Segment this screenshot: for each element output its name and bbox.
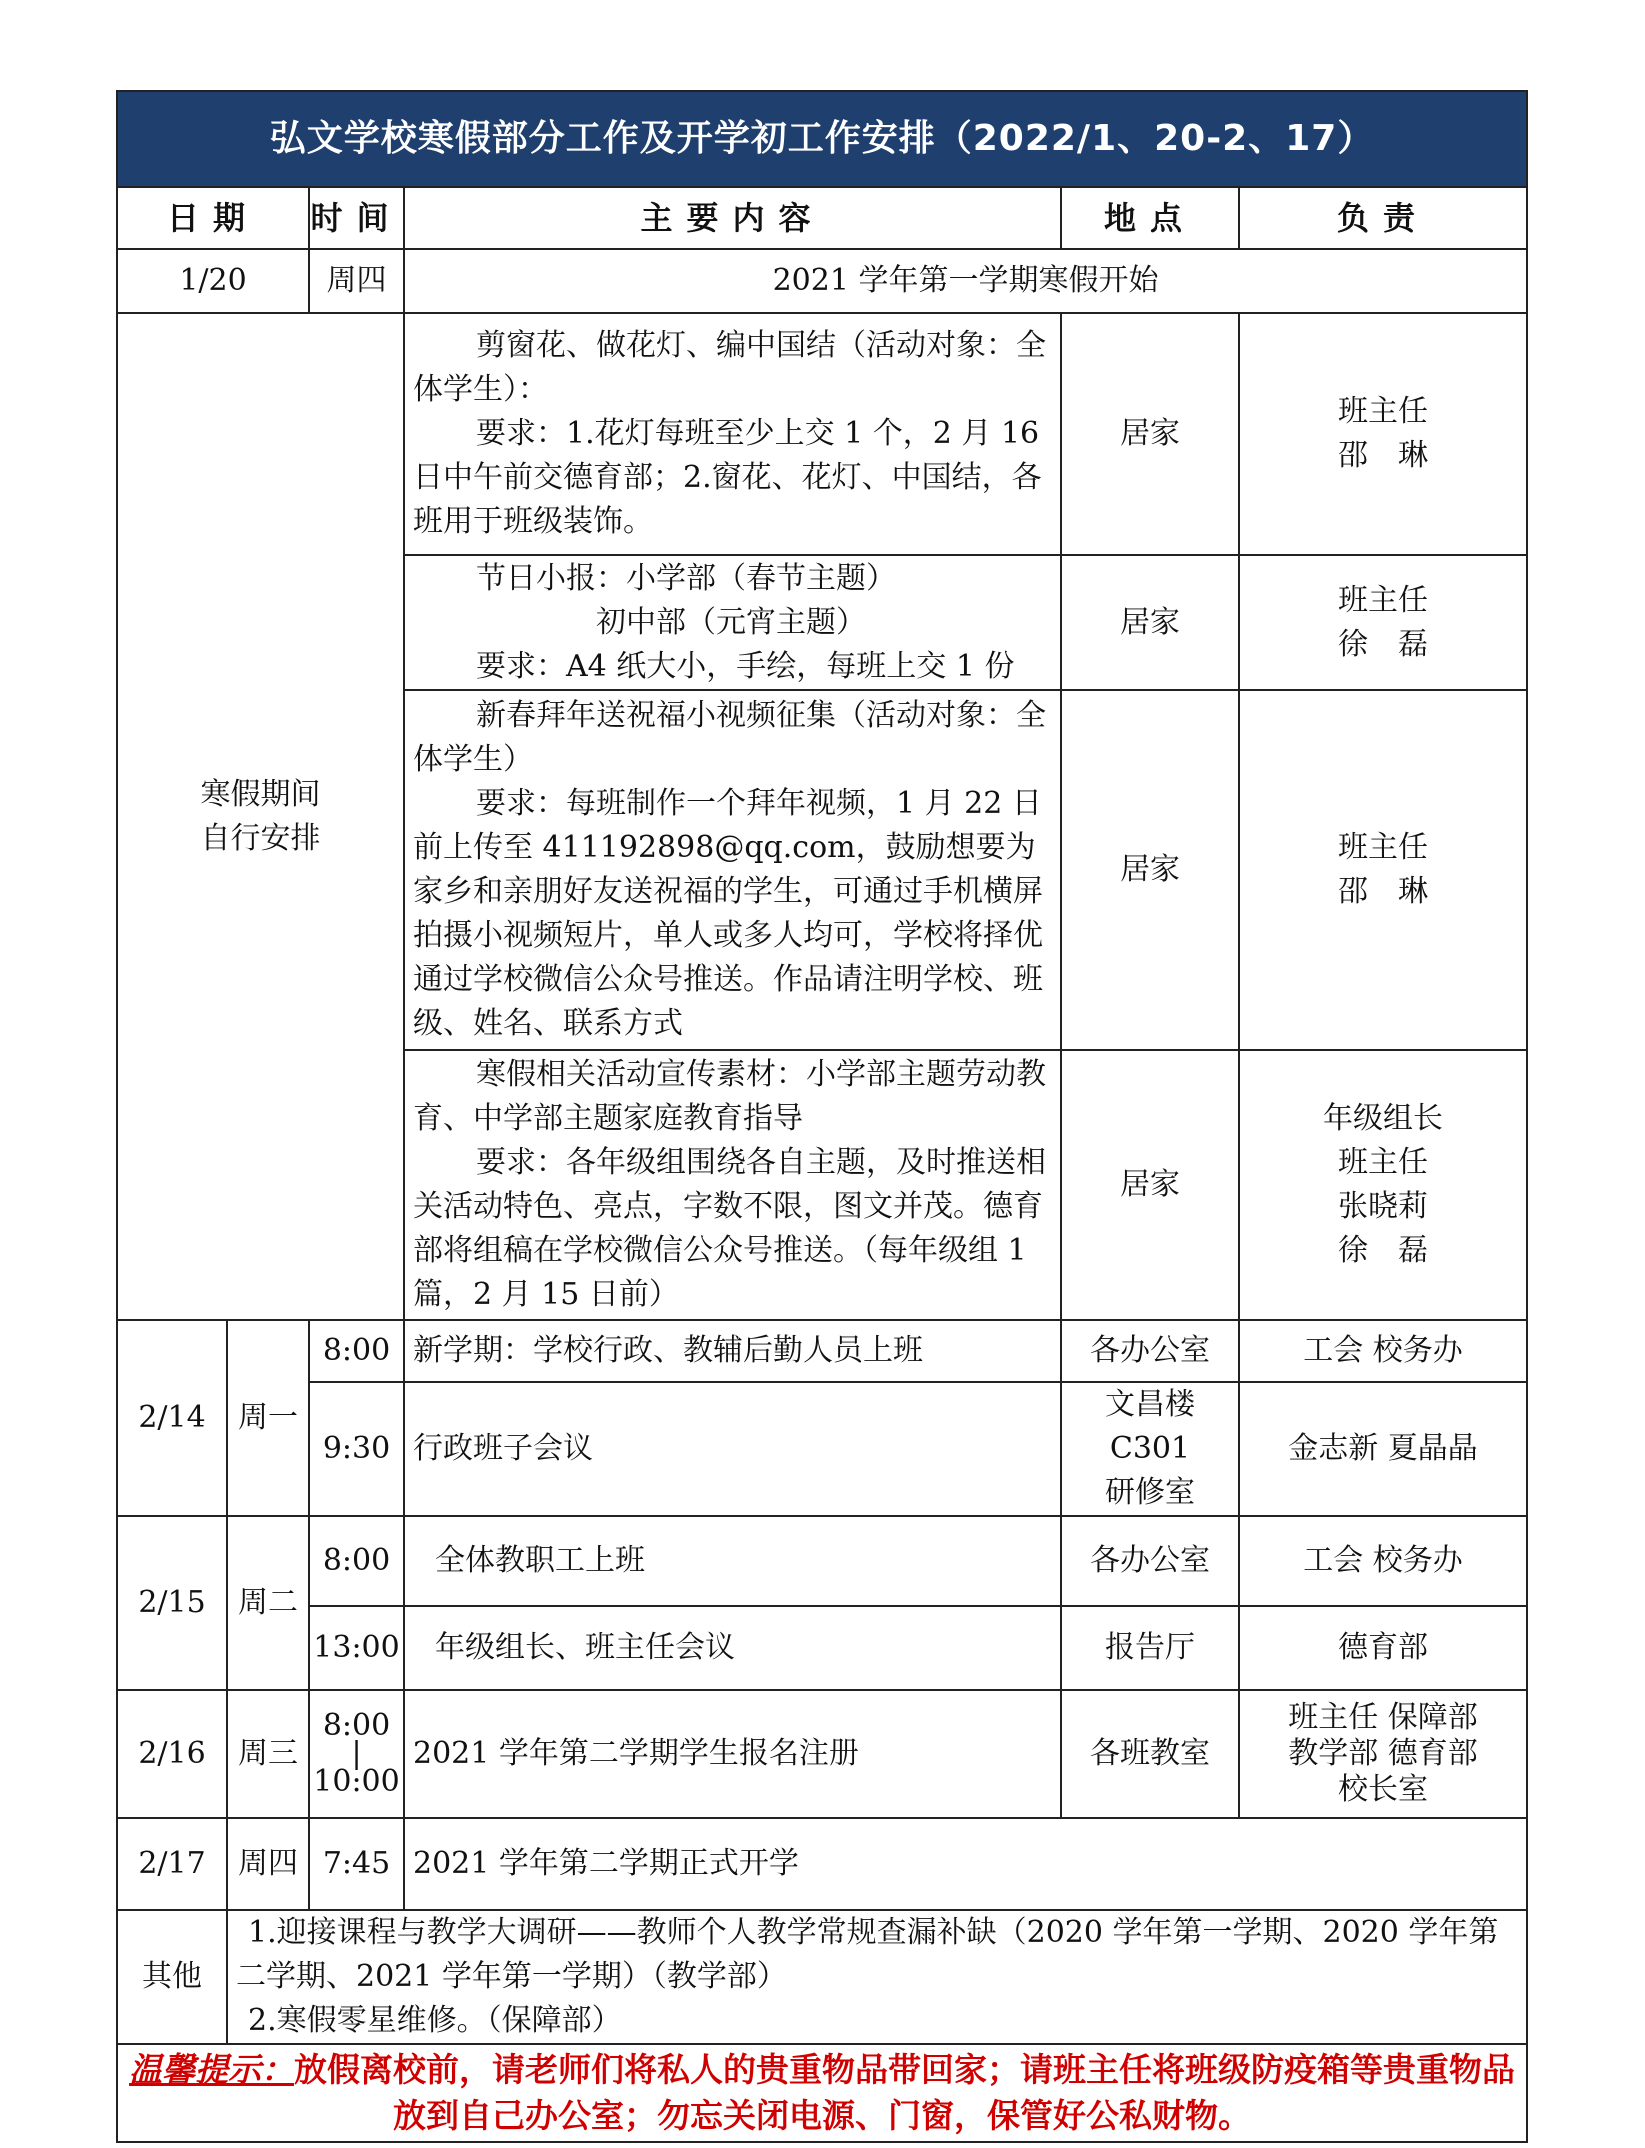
place-cell: 各办公室 (1061, 1516, 1239, 1606)
table-row (117, 2044, 1527, 2142)
warning-label: 温馨提示： (129, 2050, 295, 2089)
owner-line: 徐 磊 (1338, 626, 1429, 662)
place-cell: 居家 (1061, 690, 1239, 1050)
schedule-table (116, 90, 1528, 2143)
content-cell: 2021 学年第二学期学生报名注册 (404, 1690, 1061, 1818)
time-end: 10:00 (313, 1764, 400, 1799)
place-cell: 居家 (1061, 555, 1239, 690)
date-cell: 2/14 (117, 1320, 227, 1516)
owner-cell: 德育部 (1239, 1606, 1527, 1690)
time-separator: | (351, 1736, 362, 1771)
date-cell: 2/17 (117, 1818, 227, 1910)
header-date: 日期 (117, 187, 309, 249)
time-cell (309, 1690, 404, 1818)
header-owner: 负责 (1239, 187, 1527, 249)
weekday-cell: 周二 (227, 1516, 309, 1690)
time-cell: 8:00 (309, 1320, 404, 1382)
activity-title: 节日小报：小学部（春节主题） (476, 560, 896, 596)
activity-requirement: 要求：每班制作一个拜年视频，1 月 22 日前上传至 411192898@qq.com，鼓励想要为家乡和亲朋好友送祝福的学生，可通过手机横屏拍摄小视频短片，单人或多人均可，学校将择优通过学校微信公众号推送。作品请注明学校、班级、姓名、联系方式 (413, 786, 1043, 1041)
place-line: 文昌楼 C301 (1105, 1387, 1195, 1466)
owner-line: 校长室 (1338, 1772, 1429, 1807)
activity-title: 剪窗花、做花灯、编中国结（活动对象：全体学生）： (413, 328, 1046, 407)
owner-line: 班主任 (1338, 394, 1429, 429)
content-cell: 行政班子会议 (404, 1382, 1061, 1516)
holiday-date-line1: 寒假期间 (200, 776, 321, 812)
table-row (117, 1320, 1527, 1382)
header-time: 时间 (309, 187, 404, 249)
owner-line: 邵 琳 (1338, 438, 1429, 473)
content-cell: 年级组长、班主任会议 (404, 1606, 1061, 1690)
owner-line: 教学部 德育部 (1288, 1736, 1478, 1771)
activity-requirement: 要求：1.花灯每班至少上交 1 个，2 月 16 日中午前交德育部；2.窗花、花灯、中国结，各班用于班级装饰。 (413, 416, 1042, 539)
table-row (117, 1516, 1527, 1606)
owner-cell (1239, 313, 1527, 555)
owner-cell (1239, 690, 1527, 1050)
owner-line: 张晓莉 (1338, 1189, 1429, 1224)
owner-line: 邵 琳 (1338, 874, 1429, 909)
owner-line: 班主任 (1338, 830, 1429, 865)
time-cell: 9:30 (309, 1382, 404, 1516)
content-cell: 2021 学年第二学期正式开学 (404, 1818, 1527, 1910)
owner-cell (1239, 1050, 1527, 1320)
date-cell: 2/16 (117, 1690, 227, 1818)
other-item: 2.寒假零星维修。（保障部） (248, 2003, 622, 2038)
date-cell: 1/20 (117, 249, 309, 313)
warning-text: 放假离校前，请老师们将私人的贵重物品带回家；请班主任将班级防疫箱等贵重物品放到自己办公室；勿忘关闭电源、门窗，保管好公私财物。 (294, 2050, 1516, 2135)
weekday-cell: 周一 (227, 1320, 309, 1516)
place-cell: 居家 (1061, 313, 1239, 555)
weekday-cell: 周四 (227, 1818, 309, 1910)
table-row (117, 1690, 1527, 1818)
table-row (117, 1818, 1527, 1910)
table-row (117, 1606, 1527, 1690)
table-row (117, 1382, 1527, 1516)
activity-title: 寒假相关活动宣传素材：小学部主题劳动教育、中学部主题家庭教育指导 (413, 1057, 1046, 1136)
other-label: 其他 (117, 1910, 227, 2044)
other-item: 1.迎接课程与教学大调研——教师个人教学常规查漏补缺（2020 学年第一学期、2020 学年第二学期、2021 学年第一学期）（教学部） (236, 1915, 1499, 1994)
owner-line: 班主任 (1338, 1145, 1429, 1180)
content-cell: 全体教职工上班 (404, 1516, 1061, 1606)
content-cell (404, 313, 1061, 555)
weekday-cell: 周三 (227, 1690, 309, 1818)
other-content (227, 1910, 1527, 2044)
holiday-date-line2: 自行安排 (200, 820, 321, 856)
time-cell: 7:45 (309, 1818, 404, 1910)
place-cell (1061, 1382, 1239, 1516)
owner-cell: 工会 校务办 (1239, 1516, 1527, 1606)
owner-line: 年级组长 (1323, 1101, 1444, 1136)
owner-line: 徐 磊 (1338, 1233, 1429, 1268)
header-row (117, 187, 1527, 249)
table-row (117, 313, 1527, 555)
owner-line: 班主任 保障部 (1288, 1700, 1478, 1735)
owner-cell (1239, 1690, 1527, 1818)
place-cell: 各办公室 (1061, 1320, 1239, 1382)
table-row (117, 1910, 1527, 2044)
owner-cell (1239, 555, 1527, 690)
header-place: 地点 (1061, 187, 1239, 249)
weekday-cell: 周四 (309, 249, 404, 313)
schedule-sheet (116, 90, 1526, 2143)
content-cell: 新学期：学校行政、教辅后勤人员上班 (404, 1320, 1061, 1382)
content-cell (404, 1050, 1061, 1320)
time-cell: 8:00 (309, 1516, 404, 1606)
time-start: 8:00 (322, 1708, 391, 1743)
table-row (117, 249, 1527, 313)
holiday-date-cell (117, 313, 404, 1320)
place-cell: 报告厅 (1061, 1606, 1239, 1690)
page-title: 弘文学校寒假部分工作及开学初工作安排（2022/1、20-2、17） (117, 91, 1527, 187)
place-line: 研修室 (1105, 1475, 1195, 1510)
activity-title: 新春拜年送祝福小视频征集（活动对象：全体学生） (413, 698, 1046, 777)
owner-line: 班主任 (1338, 582, 1429, 618)
activity-requirement: 要求：A4 纸大小，手绘，每班上交 1 份 (476, 648, 1015, 684)
activity-requirement: 要求：各年级组围绕各自主题，及时推送相关活动特色、亮点，字数不限，图文并茂。德育部将组稿在学校微信公众号推送。（每年级组 1 篇，2 月 15 日前） (413, 1145, 1046, 1312)
activity-title-2: 初中部（元宵主题） (596, 604, 866, 640)
time-cell: 13:00 (309, 1606, 404, 1690)
date-cell: 2/15 (117, 1516, 227, 1690)
place-cell: 各班教室 (1061, 1690, 1239, 1818)
content-cell (404, 555, 1061, 690)
header-content: 主要内容 (404, 187, 1061, 249)
warning-notice (117, 2044, 1527, 2142)
owner-cell: 工会 校务办 (1239, 1320, 1527, 1382)
content-cell: 2021 学年第一学期寒假开始 (404, 249, 1527, 313)
owner-cell: 金志新 夏晶晶 (1239, 1382, 1527, 1516)
content-cell (404, 690, 1061, 1050)
place-cell: 居家 (1061, 1050, 1239, 1320)
